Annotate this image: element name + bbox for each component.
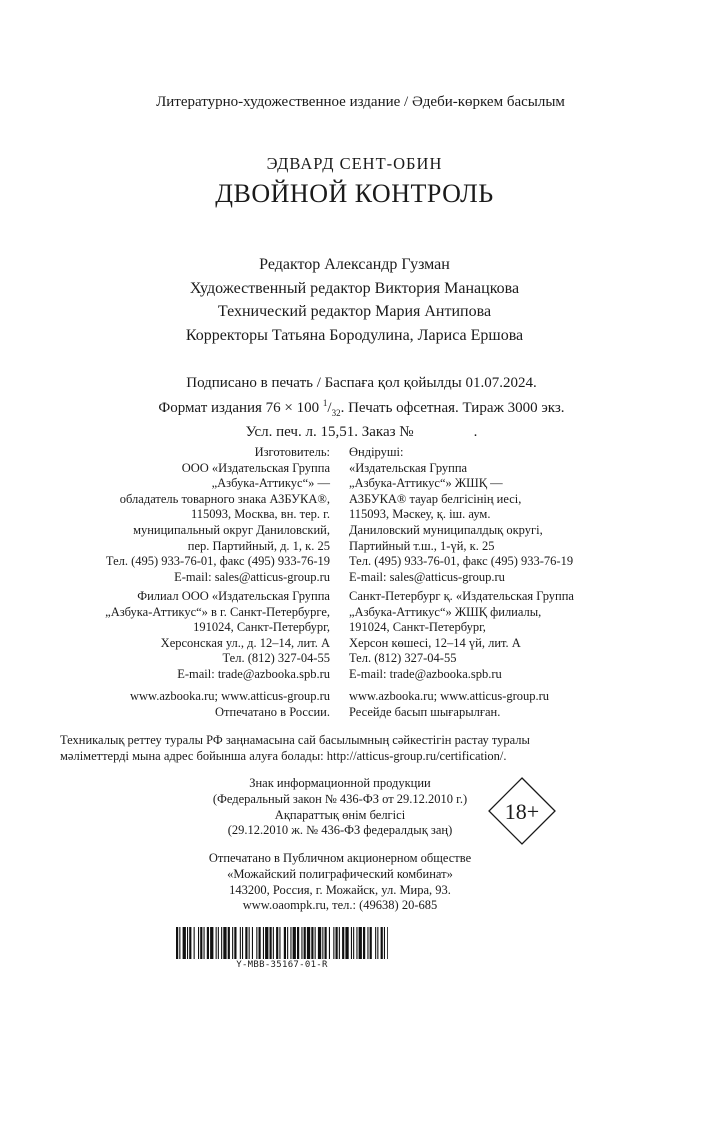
barcode-bar: [218, 927, 219, 959]
barcode-bar: [342, 927, 344, 959]
barcode-bar: [287, 927, 288, 959]
barcode-bar: [187, 927, 188, 959]
sheets-suffix: .: [473, 424, 478, 440]
barcode-bar: [322, 927, 323, 959]
text-line: Ресейде басып шығарылған.: [349, 704, 501, 719]
barcode-bar: [329, 927, 330, 959]
print-info: [0, 374, 709, 443]
format-numerator: 1: [322, 397, 328, 408]
barcode-bar: [183, 927, 186, 959]
barcode-bar: [351, 927, 352, 959]
barcode-bar: [381, 927, 383, 959]
barcode-bar: [207, 927, 209, 959]
text-line: муниципальный округ Даниловский,: [133, 522, 330, 537]
barcode-bar: [304, 927, 306, 959]
barcode-bar: [375, 927, 376, 959]
barcode-bar: [276, 927, 278, 959]
printer-block: [150, 851, 530, 914]
branch-kz: [349, 589, 619, 683]
barcode-bar: [176, 927, 178, 959]
text-line: Даниловский муниципалдық округі,: [349, 522, 543, 537]
text-line: „Азбука-Аттикус“» ЖШҚ филиалы,: [349, 604, 542, 619]
barcode-text: Y-MBB-35167-01-R: [236, 960, 328, 970]
genre-line: Литературно-художественное издание / Әдеби-көркем басылым: [156, 94, 565, 110]
text-line: www.oaompk.ru, тел.: (49638) 20-685: [242, 898, 438, 913]
author-name: ЭДВАРД СЕНТ-ОБИН: [266, 154, 443, 173]
credit-line: Редактор Александр Гузман: [259, 256, 450, 273]
text-line: мәліметтерді мына адрес бойынша алуға болады: http://atticus-group.ru/certification/.: [60, 749, 507, 763]
text-line: ООО «Издательская Группа: [181, 460, 330, 475]
barcode-bar: [339, 927, 340, 959]
web-kz: [349, 689, 619, 720]
barcode-bar: [245, 927, 247, 959]
text-line: Тел. (495) 933-76-01, факс (495) 933-76-19: [349, 554, 574, 569]
barcode-bar: [311, 927, 313, 959]
text-line: 115093, Москва, вн. тер. г.: [190, 507, 330, 522]
text-line: Знак информационной продукции: [249, 776, 431, 790]
text-line: обладатель товарного знака АЗБУКА®,: [119, 491, 330, 506]
barcode-bar: [297, 927, 299, 959]
text-line: E-mail: sales@atticus-group.ru: [174, 569, 330, 584]
format-prefix: Формат издания 76 × 100: [158, 399, 323, 416]
text-line: Өндіруші:: [349, 445, 404, 459]
barcode-bar: [249, 927, 250, 959]
text-line: Тел. (812) 327-04-55: [349, 651, 457, 666]
barcode-bar: [256, 927, 257, 959]
barcode-bar: [240, 927, 241, 959]
barcode-bar: [315, 927, 316, 959]
age-rating-badge: [487, 776, 557, 846]
barcode-bar: [189, 927, 191, 959]
barcode-bar: [370, 927, 372, 959]
barcode-bar: [384, 927, 385, 959]
text-line: 143200, Россия, г. Можайск, ул. Мира, 93.: [229, 882, 451, 897]
text-line: Тел. (495) 933-76-01, факс (495) 933-76-19: [105, 554, 330, 569]
barcode-bar: [242, 927, 243, 959]
text-line: Санкт-Петербург қ. «Издательская Группа: [349, 589, 574, 603]
barcode-bar: [356, 927, 357, 959]
web-ru: [82, 689, 330, 720]
text-line: Филиал ООО «Издательская Группа: [137, 589, 330, 603]
barcode-bar: [263, 927, 264, 959]
barcode-bar: [232, 927, 233, 959]
barcode-bar: [359, 927, 362, 959]
text-line: пер. Партийный, д. 1, к. 25: [187, 538, 330, 553]
text-line: Херсонская ул., д. 12–14, лит. А: [160, 635, 330, 650]
text-line: E-mail: trade@azbooka.spb.ru: [177, 666, 330, 681]
barcode-bar: [198, 927, 199, 959]
text-line: E-mail: sales@atticus-group.ru: [349, 569, 505, 584]
barcode-bar: [179, 927, 180, 959]
barcode-bar: [234, 927, 236, 959]
text-line: «Можайский полиграфический комбинат»: [227, 866, 453, 881]
barcode-bar: [293, 927, 296, 959]
barcode-bar: [290, 927, 291, 959]
text-line: (Федеральный закон № 436-ФЗ от 29.12.2010 г.): [212, 791, 468, 806]
text-line: Херсон көшесі, 12–14 үй, лит. А: [349, 635, 521, 650]
certification-note: [60, 732, 650, 764]
text-line: (29.12.2010 ж. № 436-ФЗ федералдық заң): [227, 823, 453, 838]
barcode-bar: [301, 927, 302, 959]
book-title: ДВОЙНОЙ КОНТРОЛЬ: [215, 179, 494, 208]
barcode-bar: [307, 927, 310, 959]
credit-line: Художественный редактор Виктория Манацкова: [189, 279, 520, 297]
barcode-bar: [325, 927, 327, 959]
sheets-prefix: Усл. печ. л. 15,51. Заказ №: [245, 424, 414, 440]
barcode-bar: [345, 927, 348, 959]
text-line: www.azbooka.ru; www.atticus-group.ru: [349, 689, 550, 703]
branch-ru: [82, 589, 330, 683]
text-line: Техникалық реттеу туралы РФ заңнамасына сай басылымның сәйкестігін растау туралы: [60, 733, 530, 747]
credit-line: Корректоры Татьяна Бородулина, Лариса Ершова: [185, 326, 524, 344]
barcode-bar: [270, 927, 272, 959]
format-denominator: 32: [331, 407, 341, 418]
age-rating-text: 18+: [504, 799, 540, 824]
barcode-bar: [284, 927, 286, 959]
barcode: [176, 927, 388, 959]
barcode-bar: [194, 927, 195, 959]
text-line: Тел. (812) 327-04-55: [222, 651, 330, 666]
text-line: Отпечатано в России.: [215, 704, 330, 719]
text-line: „Азбука-Аттикус“» в г. Санкт-Петербурге,: [105, 604, 330, 619]
sheets-line: [14, 423, 709, 443]
barcode-bar: [210, 927, 213, 959]
text-line: Ақпараттық өнім белгісі: [274, 807, 406, 822]
barcode-bar: [318, 927, 321, 959]
barcode-bar: [265, 927, 268, 959]
text-line: Отпечатано в Публичном акционерном обществе: [208, 851, 472, 865]
format-line: [14, 394, 709, 424]
barcode-bar: [279, 927, 280, 959]
barcode-bar: [223, 927, 226, 959]
text-line: 191024, Санкт-Петербург,: [193, 620, 330, 635]
signed-line: Подписано в печать / Баспаға қол қойылды 01.07.2024.: [186, 375, 537, 391]
info-sign-block: [160, 776, 520, 839]
manufacturer-kz: [349, 445, 619, 585]
credit-line: Технический редактор Мария Антипова: [217, 303, 492, 320]
barcode-bar: [216, 927, 217, 959]
barcode-bar: [204, 927, 205, 959]
barcode-bar: [273, 927, 274, 959]
barcode-bar: [252, 927, 253, 959]
barcode-bar: [333, 927, 334, 959]
barcode-bar: [367, 927, 368, 959]
format-slash: /: [327, 399, 332, 416]
format-suffix: . Печать офсетная. Тираж 3000 экз.: [340, 399, 565, 416]
credits-block: [0, 253, 709, 347]
text-line: 191024, Санкт-Петербург,: [349, 620, 486, 635]
barcode-bar: [200, 927, 202, 959]
barcode-bar: [353, 927, 354, 959]
text-line: 115093, Мәскеу, қ. іш. аум.: [349, 507, 491, 522]
barcode-bar: [221, 927, 222, 959]
text-line: „Азбука-Аттикус“» —: [211, 476, 330, 491]
text-line: E-mail: trade@azbooka.spb.ru: [349, 666, 502, 681]
barcode-bar: [377, 927, 378, 959]
barcode-bar: [387, 927, 388, 959]
barcode-bar: [228, 927, 230, 959]
text-line: www.azbooka.ru; www.atticus-group.ru: [129, 689, 330, 703]
text-line: «Издательская Группа: [349, 460, 468, 475]
text-line: АЗБУКА® тауар белгісінің иесі,: [349, 491, 522, 506]
barcode-bar: [336, 927, 338, 959]
text-line: Партийный т.ш., 1-үй, к. 25: [349, 538, 495, 553]
text-line: Изготовитель:: [254, 445, 330, 459]
barcode-bar: [363, 927, 365, 959]
manufacturer-ru: [82, 445, 330, 585]
text-line: „Азбука-Аттикус“» ЖШҚ —: [349, 476, 503, 491]
barcode-bar: [259, 927, 261, 959]
